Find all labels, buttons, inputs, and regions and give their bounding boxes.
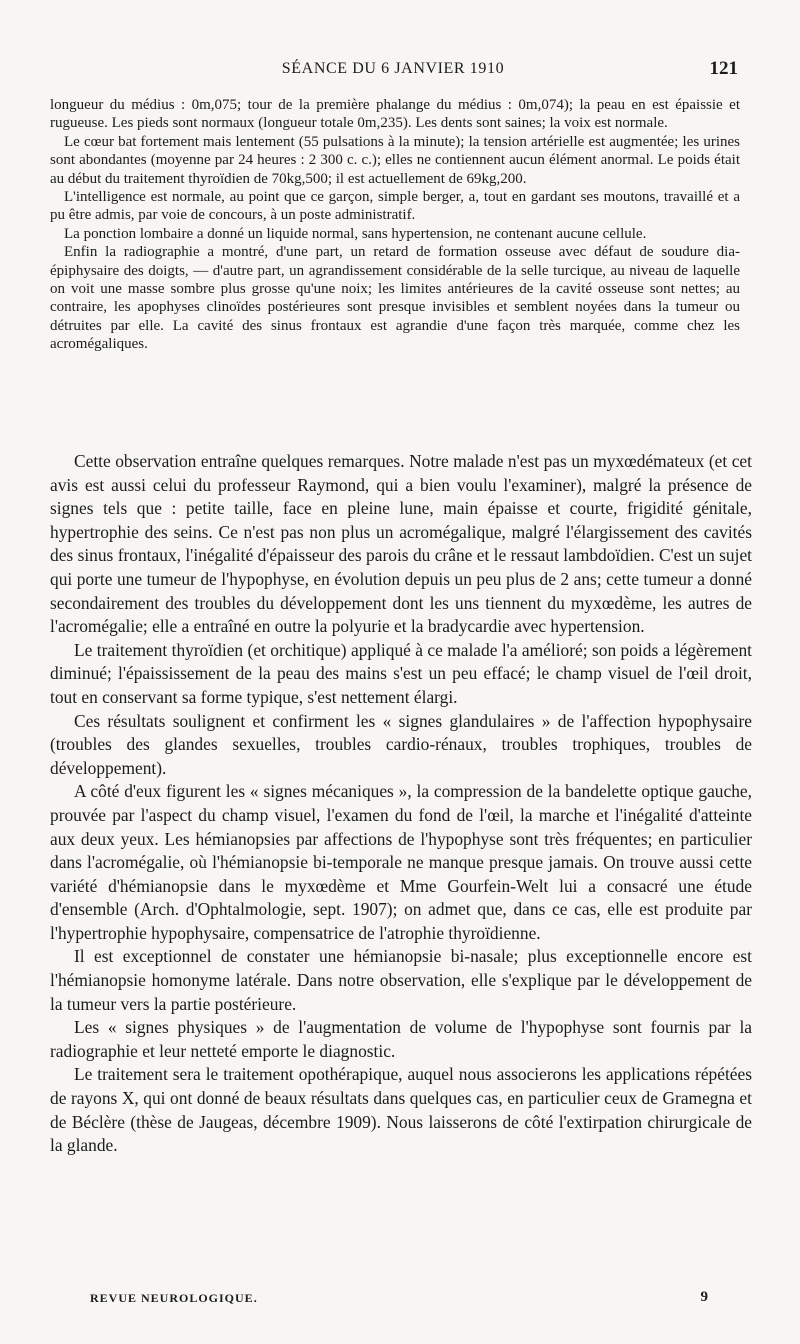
case-paragraph-5: Enfin la radiographie a montré, d'une part, un retard de formation osseuse avec défaut de soudure dia-épiphysaire des doigts, — d'autre part, un agrandissement considérable de la selle turcique, au niveau de laquelle on voit une masse sombre plus grosse qu'une noix; les limites antérieures de la cavité osseuse sont nettes; au contraire, les apophyses clinoïdes postérieures sont presque invisibles et semblent noyées dans la tumeur ou détruites par elle. La cavité des sinus frontaux est agrandie d'une façon très marquée, comme chez les acromégaliques. [50, 244, 740, 353]
discussion-paragraph-4: A côté d'eux figurent les « signes mécaniques », la compression de la bandelette optique gauche, prouvée par l'aspect du champ visuel, l'examen du fond de l'œil, la marche et l'inégalité d'atteinte aux deux yeux. Les hémianopsies par affections de l'hypophyse sont très fréquentes; en particulier dans l'acromégalie, où l'hémianopsie bi-temporale ne manque presque jamais. On trouve aussi cette variété d'hémianopsie dans le myxœdème et Mme Gourfein-Welt lui a consacré une étude d'ensemble (Arch. d'Ophtalmologie, sept. 1907); on admet que, dans ce cas, elle est produite par l'hypertrophie hypophysaire, compensatrice de l'atrophie thyroïdienne. [50, 781, 752, 943]
case-paragraph-2: Le cœur bat fortement mais lentement (55 pulsations à la minute); la tension artérielle est augmentée; les urines sont abondantes (moyenne par 24 heures : 2 300 c. c.); elles ne contiennent aucun élément anormal. Le poids était au début du traitement thyroïdien de 70kg,500; il est actuellement de 69kg,200. [50, 133, 740, 187]
running-title: SÉANCE DU 6 JANVIER 1910 [281, 60, 505, 77]
journal-name: REVUE NEUROLOGIQUE. [90, 1291, 258, 1305]
case-paragraph-3: L'intelligence est normale, au point que ce garçon, simple berger, a, tout en gardant ses moutons, travaillé et a pu être admis, par voie de concours, à un poste administratif. [50, 189, 740, 224]
discussion-paragraph-7: Le traitement sera le traitement opothérapique, auquel nous associerons les applications répétées de rayons X, qui ont donné de beaux résultats dans quelques cas, en particulier ceux de Gramegna et de Béclère (thèse de Jaugeas, décembre 1909). Nous laisserons de côté l'extirpation chirurgicale de la glande. [50, 1064, 752, 1156]
case-paragraph-4: La ponction lombaire a donné un liquide normal, sans hypertension, ne contenant aucune cellule. [64, 225, 647, 242]
discussion-paragraph-2: Le traitement thyroïdien (et orchitique) appliqué à ce malade l'a amélioré; son poids a légèrement diminué; l'épaississement de la peau des mains s'est un peu effacé; le champ visuel de l'œil droit, tout en conservant sa forme typique, s'est nettement élargi. [50, 639, 752, 707]
discussion-section [50, 450, 752, 1158]
case-report-section [50, 96, 740, 354]
discussion-paragraph-3: Ces résultats soulignent et confirment les « signes glandulaires » de l'affection hypophysaire (troubles des glandes sexuelles, troubles cardio-rénaux, troubles trophiques, troubles de développement). [50, 710, 752, 778]
signature-mark: 9 [700, 1289, 708, 1305]
discussion-paragraph-1: Cette observation entraîne quelques remarques. Notre malade n'est pas un myxœdémateux (et cet avis est aussi celui du professeur Raymond, qui a bien voulu l'examiner), malgré la présence de signes tels que : petite taille, face en pleine lune, main épaisse et courte, frigidité génitale, hypertrophie des seins. Ce n'est pas non plus un acromégalique, malgré l'élargissement des cavités des sinus frontaux, l'inégalité d'épaisseur des parois du crâne et le ressaut lambdoïdien. C'est un sujet qui porte une tumeur de l'hypophyse, en évolution depuis un peu plus de 2 ans; cette tumeur a donné secondairement des troubles du développement dont les uns tiennent du myxœdème, les autres de l'acromégalie; elle a entraîné en outre la polyurie et la bradycardie avec hypertension. [50, 451, 752, 637]
case-paragraph-1: longueur du médius : 0m,075; tour de la première phalange du médius : 0m,074); la peau en est épaissie et rugueuse. Les pieds sont normaux (longueur totale 0m,235). Les dents sont saines; la voix est normale. [50, 97, 740, 132]
page-number: 121 [709, 58, 738, 79]
discussion-paragraph-6: Les « signes physiques » de l'augmentation de volume de l'hypophyse sont fournis par la radiographie et leur netteté emporte le diagnostic. [50, 1017, 752, 1061]
page-footer [48, 1291, 708, 1311]
discussion-paragraph-5: Il est exceptionnel de constater une hémianopsie bi-nasale; plus exceptionnelle encore est l'hémianopsie homonyme latérale. Dans notre observation, elle s'explique par le développement de la tumeur vers la partie postérieure. [50, 946, 752, 1014]
page-header [48, 58, 738, 84]
